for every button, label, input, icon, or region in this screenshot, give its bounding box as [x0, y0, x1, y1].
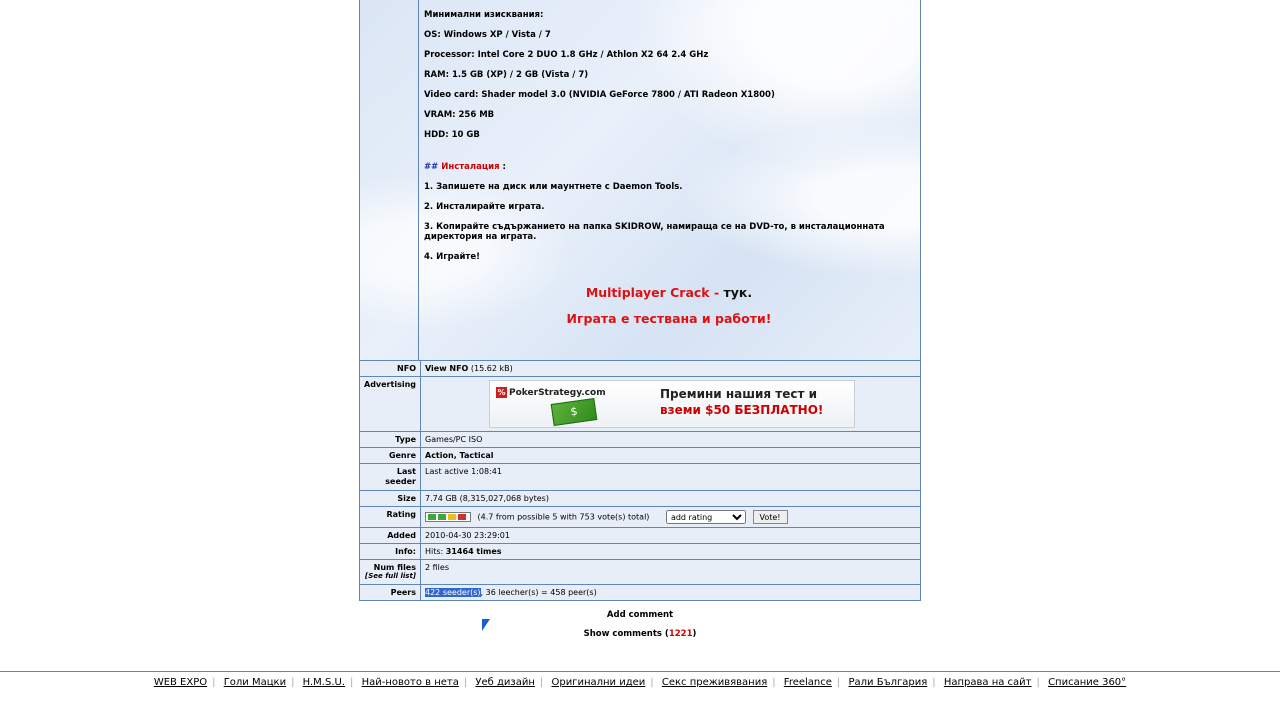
label-info: Info:	[360, 544, 421, 560]
ad-logo: % PokerStrategy.com	[497, 388, 606, 398]
install-hash: ##	[424, 162, 439, 172]
description-content	[424, 10, 914, 334]
show-comments-link[interactable]: Show comments	[583, 629, 662, 639]
view-nfo-link[interactable]: View NFO	[425, 364, 469, 373]
multiplayer-dash: -	[709, 285, 724, 300]
row-info	[360, 544, 921, 560]
row-num-files	[360, 560, 921, 585]
requirement-ram: RAM: 1.5 GB (XP) / 2 GB (Vista / 7)	[424, 70, 589, 80]
add-rating-select[interactable]	[666, 510, 746, 524]
rating-stars	[425, 512, 471, 522]
footer-link-freelance[interactable]: Freelance	[783, 677, 832, 688]
install-title: Инсталация	[441, 162, 500, 172]
requirement-cpu: Processor: Intel Core 2 DUO 1.8 GHz / Athlon X2 64 2.4 GHz	[424, 50, 709, 60]
footer-link-web-expo[interactable]: WEB EXPO	[153, 677, 208, 688]
row-size	[360, 491, 921, 507]
label-rating: Rating	[360, 507, 421, 528]
requirement-hdd: HDD: 10 GB	[424, 130, 480, 140]
nfo-size: (15.62 kB)	[468, 364, 513, 373]
mouse-cursor-icon	[482, 619, 490, 631]
rating-segment	[458, 514, 466, 520]
label-type: Type	[360, 432, 421, 448]
row-genre	[360, 448, 921, 464]
row-rating	[360, 507, 921, 528]
poker-logo-icon: %	[497, 388, 506, 397]
hits-label: Hits:	[425, 547, 444, 556]
ad-headline: Премини нашия тест и	[660, 387, 818, 401]
size-value: 7.74 GB (8,315,027,068 bytes)	[421, 491, 921, 507]
hits-value: 31464 times	[445, 547, 502, 556]
footer-link-naprava[interactable]: Направа на сайт	[943, 677, 1032, 688]
footer-links: WEB EXPO | Голи Мацки | H.M.S.U. | Най-новото в нета | Уеб дизайн | Оригинални идеи | Секс преживявания | Freelance | Рали България | Направа на сайт | Списание 360°	[153, 677, 1127, 688]
label-nfo: NFO	[360, 361, 421, 377]
peers-rest: , 36 leecher(s) = 458 peer(s)	[480, 588, 597, 597]
dollar-bill-icon: $	[551, 398, 598, 426]
torrent-details	[359, 0, 921, 639]
rating-text: (4.7 from possible 5 with 753 vote(s) total)	[477, 512, 650, 522]
label-advertising: Advertising	[360, 377, 421, 432]
install-colon: :	[499, 162, 506, 172]
requirement-os: OS: Windows XP / Vista / 7	[424, 30, 551, 40]
last-seeder-value: Last active 1:08:41	[421, 464, 921, 491]
footer-link-ueb-dizain[interactable]: Уеб дизайн	[475, 677, 535, 688]
description-panel	[359, 0, 921, 360]
num-files-value: 2 files	[421, 560, 921, 585]
footer-link-goli-macki[interactable]: Голи Мацки	[223, 677, 287, 688]
row-type	[360, 432, 921, 448]
footer-link-hmsu[interactable]: H.M.S.U.	[302, 677, 346, 688]
install-step-3: 3. Копирайте съдържанието на папка SKIDROW, намираща се на DVD-то, в инсталационната директория на играта.	[424, 222, 885, 242]
label-last-seeder: Last seeder	[360, 464, 421, 491]
details-table	[359, 360, 921, 601]
install-step-1: 1. Запишете на диск или маунтнете с Daemon Tools.	[424, 182, 683, 192]
vote-button[interactable]: Vote!	[753, 510, 788, 524]
comments-count: 1221	[668, 629, 693, 639]
label-num-files: Num files	[373, 563, 416, 572]
footer-divider	[0, 671, 1280, 672]
rating-segment	[428, 514, 436, 520]
tested-notice: Играта е тествана и работи!	[566, 311, 772, 326]
install-step-4: 4. Играйте!	[424, 252, 481, 262]
genre-value: Action, Tactical	[421, 448, 921, 464]
row-peers	[360, 585, 921, 601]
rating-segment	[438, 514, 446, 520]
description-label-column	[360, 0, 419, 360]
row-nfo	[360, 361, 921, 377]
type-value: Games/PC ISO	[421, 432, 921, 448]
row-last-seeder	[360, 464, 921, 491]
ad-offer: вземи $50 БЕЗПЛАТНО!	[660, 403, 824, 417]
install-heading	[424, 162, 914, 172]
footer-link-seks[interactable]: Секс преживявания	[661, 677, 768, 688]
install-step-2: 2. Инсталирайте играта.	[424, 202, 545, 212]
multiplayer-crack-link[interactable]: тук.	[723, 285, 753, 300]
label-genre: Genre	[360, 448, 421, 464]
requirement-video: Video card: Shader model 3.0 (NVIDIA GeForce 7800 / ATI Radeon X1800)	[424, 90, 775, 100]
added-value: 2010-04-30 23:29:01	[421, 528, 921, 544]
requirements-heading: Минимални изисквания:	[424, 10, 544, 20]
add-comment-link[interactable]: Add comment	[606, 610, 674, 620]
row-added	[360, 528, 921, 544]
rating-segment	[448, 514, 456, 520]
footer-link-nai-novoto[interactable]: Най-новото в нета	[361, 677, 459, 688]
label-peers: Peers	[360, 585, 421, 601]
seeders-link[interactable]: 422 seeder(s)	[425, 588, 481, 597]
footer-link-originalni-idei[interactable]: Оригинални идеи	[551, 677, 646, 688]
multiplayer-crack-text: Multiplayer Crack	[585, 285, 710, 300]
multiplayer-crack-line	[424, 285, 914, 300]
requirement-vram: VRAM: 256 MB	[424, 110, 495, 120]
see-full-list-link[interactable]: [See full list]	[365, 572, 416, 580]
label-added: Added	[360, 528, 421, 544]
show-comments-line: Show comments (1221)	[583, 629, 697, 639]
footer-link-spisanie[interactable]: Списание 360°	[1048, 677, 1127, 688]
label-size: Size	[360, 491, 421, 507]
row-advertising	[360, 377, 921, 432]
ad-banner[interactable]	[489, 380, 855, 428]
footer-link-rali[interactable]: Рали България	[848, 677, 928, 688]
